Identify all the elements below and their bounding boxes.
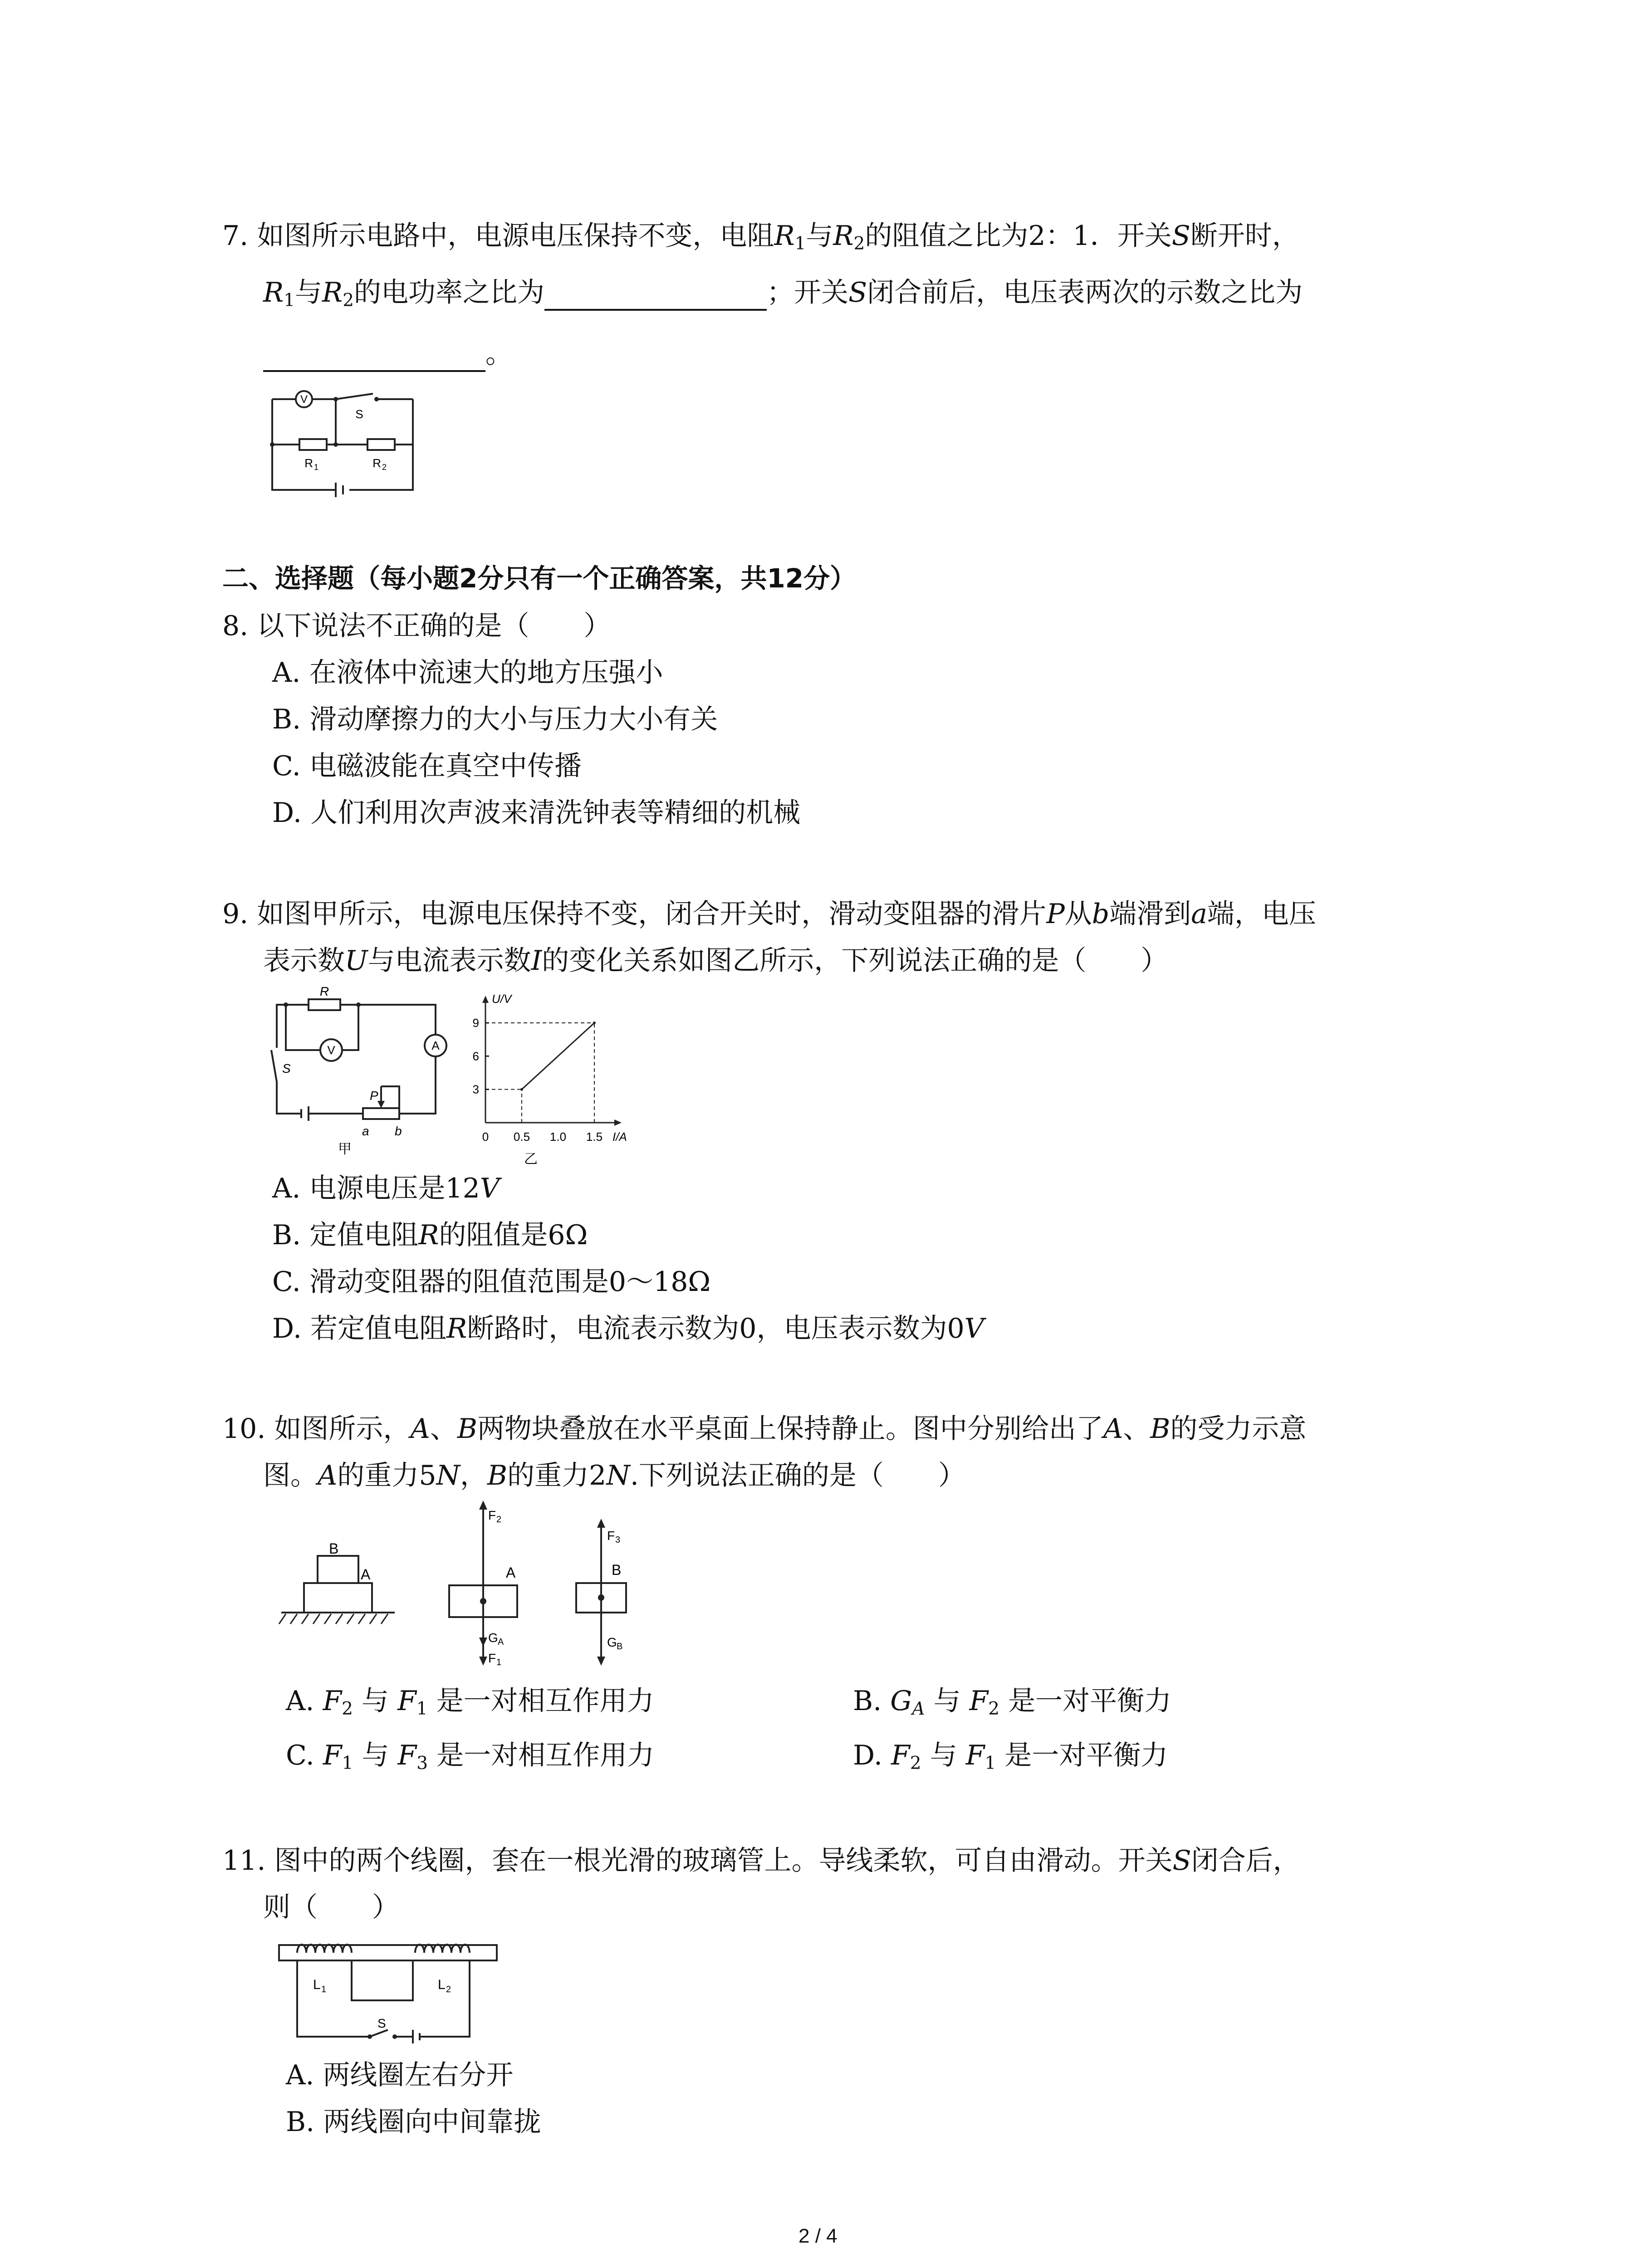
q10-option-c[interactable]: C. $F_1$ 与 $F_3$ 是一对相互作用力: [286, 1740, 655, 1774]
q9-voltmeter-symbol: V: [327, 1043, 335, 1057]
q9-option-a[interactable]: A. 电源电压是12V: [272, 1173, 500, 1204]
q9-end-a-label: a: [362, 1124, 369, 1138]
section-heading: 二、选择题（每小题2分只有一个正确答案，共12分）: [222, 563, 857, 594]
q11-option-a[interactable]: A. 两线圈左右分开: [286, 2059, 514, 2091]
f3-label: F: [607, 1529, 615, 1543]
q10-line-2: 图。A的重力5N，B的重力2N.下列说法正确的是（ ）: [263, 1460, 965, 1491]
q11-line-2: 则（ ）: [263, 1892, 399, 1923]
coil-l1-label: L: [313, 1977, 321, 1992]
q9-option-b[interactable]: B. 定值电阻R的阻值是6Ω: [272, 1219, 588, 1251]
r1-sub: 1: [314, 463, 319, 472]
series-line: [522, 1023, 594, 1090]
coil-l2-label: L: [438, 1977, 446, 1992]
q9-option-d[interactable]: D. 若定值电阻R断路时，电流表示数为0，电压表示数为0V: [272, 1313, 985, 1344]
q10-option-d[interactable]: D. $F_2$ 与 $F_1$ 是一对平衡力: [853, 1740, 1168, 1774]
q10-option-a[interactable]: A. $F_2$ 与 $F_1$ 是一对相互作用力: [286, 1685, 654, 1719]
block-b-label: B: [329, 1540, 339, 1557]
y-axis-arrow: [482, 996, 489, 1003]
q11-switch-label: S: [377, 2016, 386, 2030]
q10-force-figure: [277, 1497, 649, 1669]
voltmeter-symbol: V: [300, 393, 308, 406]
y-tick-label: 6: [472, 1049, 479, 1063]
q8-option-b[interactable]: B. 滑动摩擦力的大小与压力大小有关: [272, 704, 718, 735]
q7-line-1: 7. 如图所示电路中，电源电压保持不变，电阻$R_1$与$R_2$的阻值之比为2：1．开关S断开时，: [222, 220, 1299, 254]
x-axis-arrow: [614, 1119, 622, 1126]
q11-line-1: 11. 图中的两个线圈，套在一根光滑的玻璃管上。导线柔软，可自由滑动。开关S闭合后，: [222, 1845, 1300, 1877]
q8-option-a[interactable]: A. 在液体中流速大的地方压强小: [272, 657, 663, 689]
q9-slider-label: P: [370, 1089, 378, 1103]
y-tick-label: 9: [472, 1016, 479, 1030]
y-axis-label: U/V: [492, 992, 512, 1006]
page-number: 2 / 4: [798, 2225, 838, 2247]
chart-caption: 乙: [524, 1152, 538, 1167]
coil-l2-sub: 2: [446, 1984, 451, 1994]
q8-option-d[interactable]: D. 人们利用次声波来清洗钟表等精细的机械: [272, 797, 801, 829]
switch-label: S: [355, 407, 363, 421]
q9-end-b-label: b: [395, 1124, 402, 1138]
q7-answer-blank-2[interactable]: [263, 341, 485, 372]
data-point: [593, 1022, 596, 1024]
f2-sub: 2: [496, 1515, 502, 1525]
q9-switch-label: S: [282, 1061, 291, 1075]
ga-sub: A: [498, 1637, 504, 1647]
q9-ui-chart: [467, 992, 649, 1167]
q10-line-1: 10. 如图所示，A、B两物块叠放在水平桌面上保持静止。图中分别给出了A、B的受力示意: [222, 1413, 1307, 1445]
q9-fig-jia-caption: 甲: [338, 1142, 352, 1157]
gb-label: G: [607, 1635, 617, 1649]
q9-line-1: 9. 如图甲所示，电源电压保持不变，闭合开关时，滑动变阻器的滑片P从b端滑到a端，电压: [222, 898, 1316, 930]
gb-sub: B: [617, 1642, 623, 1652]
q11-option-b[interactable]: B. 两线圈向中间靠拢: [286, 2106, 541, 2138]
q8-option-c[interactable]: C. 电磁波能在真空中传播: [272, 750, 582, 782]
q10-option-b[interactable]: B. $G_A$ 与 $F_2$ 是一对平衡力: [853, 1685, 1172, 1719]
x-tick-label: 0: [482, 1130, 489, 1144]
f1-sub: 1: [496, 1657, 502, 1667]
q11-coil-figure: [277, 1937, 499, 2046]
q7-circuit-figure: [268, 381, 422, 499]
x-axis-label: I/A: [612, 1130, 627, 1144]
q7-line-3: 。: [263, 336, 513, 372]
q7-line-2: $R_1$与$R_2$的电功率之比为 ；开关S闭合前后，电压表两次的示数之比为: [263, 277, 1303, 311]
x-tick-label: 1.5: [586, 1130, 603, 1144]
f2-label: F: [488, 1508, 496, 1522]
x-tick-label: 1.0: [549, 1130, 567, 1144]
ga-label: G: [488, 1631, 498, 1645]
b-dot-label: B: [612, 1562, 622, 1578]
block-a-label: A: [361, 1566, 371, 1583]
coil-l1-sub: 1: [321, 1984, 327, 1994]
q9-ammeter-symbol: A: [431, 1039, 440, 1052]
a-dot-label: A: [506, 1564, 516, 1581]
f3-sub: 3: [615, 1535, 621, 1545]
q9-r-label: R: [319, 984, 329, 998]
y-tick-label: 3: [472, 1082, 479, 1096]
q9-line-2: 表示数U与电流表示数I的变化关系如图乙所示，下列说法正确的是（ ）: [263, 945, 1168, 977]
r2-sub: 2: [382, 463, 387, 472]
q7-answer-blank-1[interactable]: [544, 280, 767, 311]
q8-stem: 8. 以下说法不正确的是（ ）: [222, 610, 611, 642]
r1-label: R: [304, 456, 313, 470]
f1-label: F: [488, 1651, 496, 1665]
q9-option-c[interactable]: C. 滑动变阻器的阻值范围是0～18Ω: [272, 1266, 711, 1298]
data-point: [520, 1088, 523, 1091]
x-tick-label: 0.5: [513, 1130, 530, 1144]
q9-circuit-figure: [268, 984, 458, 1157]
r2-label: R: [372, 456, 381, 470]
